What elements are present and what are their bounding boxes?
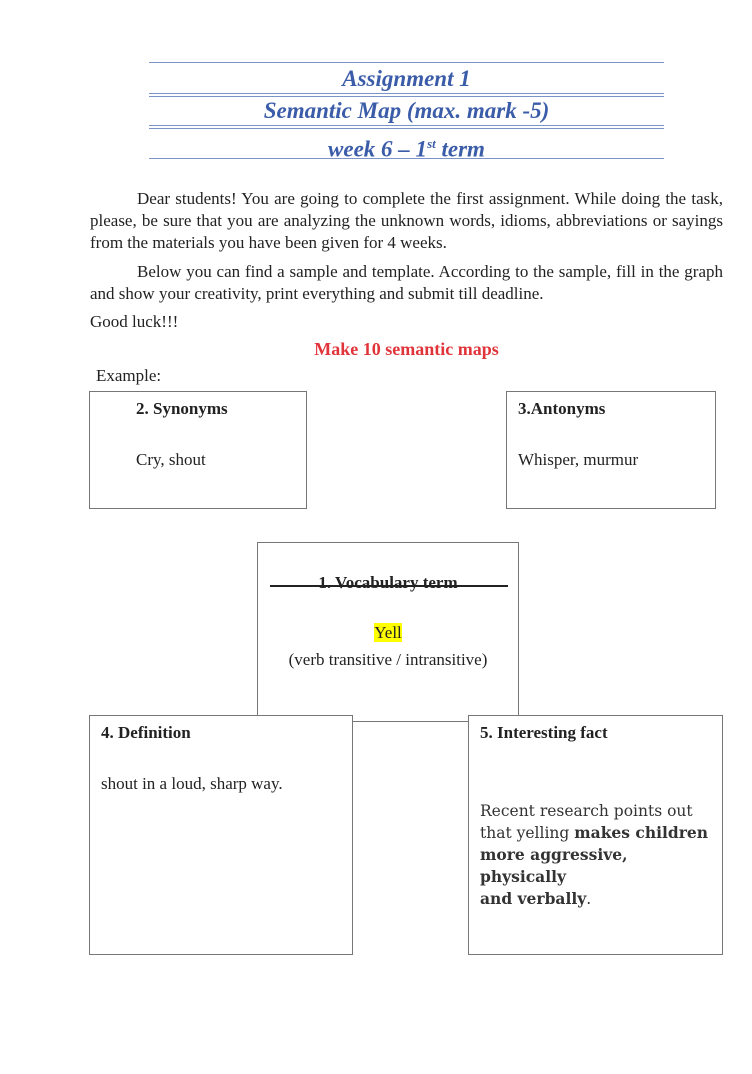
week-superscript: st bbox=[427, 136, 436, 151]
synonyms-title: 2. Synonyms bbox=[136, 399, 228, 418]
week-text: week 6 – 1 bbox=[328, 136, 428, 162]
interesting-fact-text: Recent research points out that yelling makes children more aggressive, physically and verbally. bbox=[480, 802, 709, 908]
term-part-of-speech: (verb transitive / intransitive) bbox=[288, 650, 488, 669]
antonyms-title: 3.Antonyms bbox=[518, 399, 606, 418]
definition-box bbox=[89, 715, 353, 955]
definition-title: 4. Definition bbox=[101, 723, 191, 742]
intro-paragraph-1: Dear students! You are going to complete the first assignment. While doing the task, please, be sure that you are analyzing the unknown words, idioms, abbreviations or sayings from the materials you have been given for 4 weeks. bbox=[90, 189, 723, 252]
antonyms-text: Whisper, murmur bbox=[518, 450, 639, 469]
term-word-highlight: Yell bbox=[374, 623, 402, 642]
good-luck: Good luck!!! bbox=[90, 312, 179, 331]
instruction-text: Make 10 semantic maps bbox=[314, 339, 499, 359]
synonyms-box bbox=[89, 391, 307, 509]
example-label: Example: bbox=[96, 366, 162, 385]
header-rule-2 bbox=[149, 125, 664, 129]
antonyms-box bbox=[506, 391, 716, 509]
intro-paragraph-2: Below you can find a sample and template. According to the sample, fill in the graph and show your creativity, print everything and submit till deadline. bbox=[90, 262, 723, 303]
semantic-map-title: Semantic Map (max. mark -5) bbox=[263, 98, 550, 123]
header-rule-bottom bbox=[149, 158, 664, 159]
week-term: term bbox=[435, 136, 485, 162]
definition-text: shout in a loud, sharp way. bbox=[101, 774, 283, 793]
vocabulary-term-title: 1. Vocabulary term bbox=[318, 573, 458, 592]
term-word bbox=[258, 623, 518, 643]
assignment-title: Assignment 1 bbox=[342, 66, 471, 91]
interesting-fact-title: 5. Interesting fact bbox=[480, 723, 608, 742]
interesting-fact-box bbox=[468, 715, 723, 955]
header-rule-top bbox=[149, 62, 664, 63]
strike-line bbox=[270, 585, 508, 587]
vocabulary-term-box bbox=[257, 542, 519, 722]
synonyms-text: Cry, shout bbox=[136, 450, 206, 469]
